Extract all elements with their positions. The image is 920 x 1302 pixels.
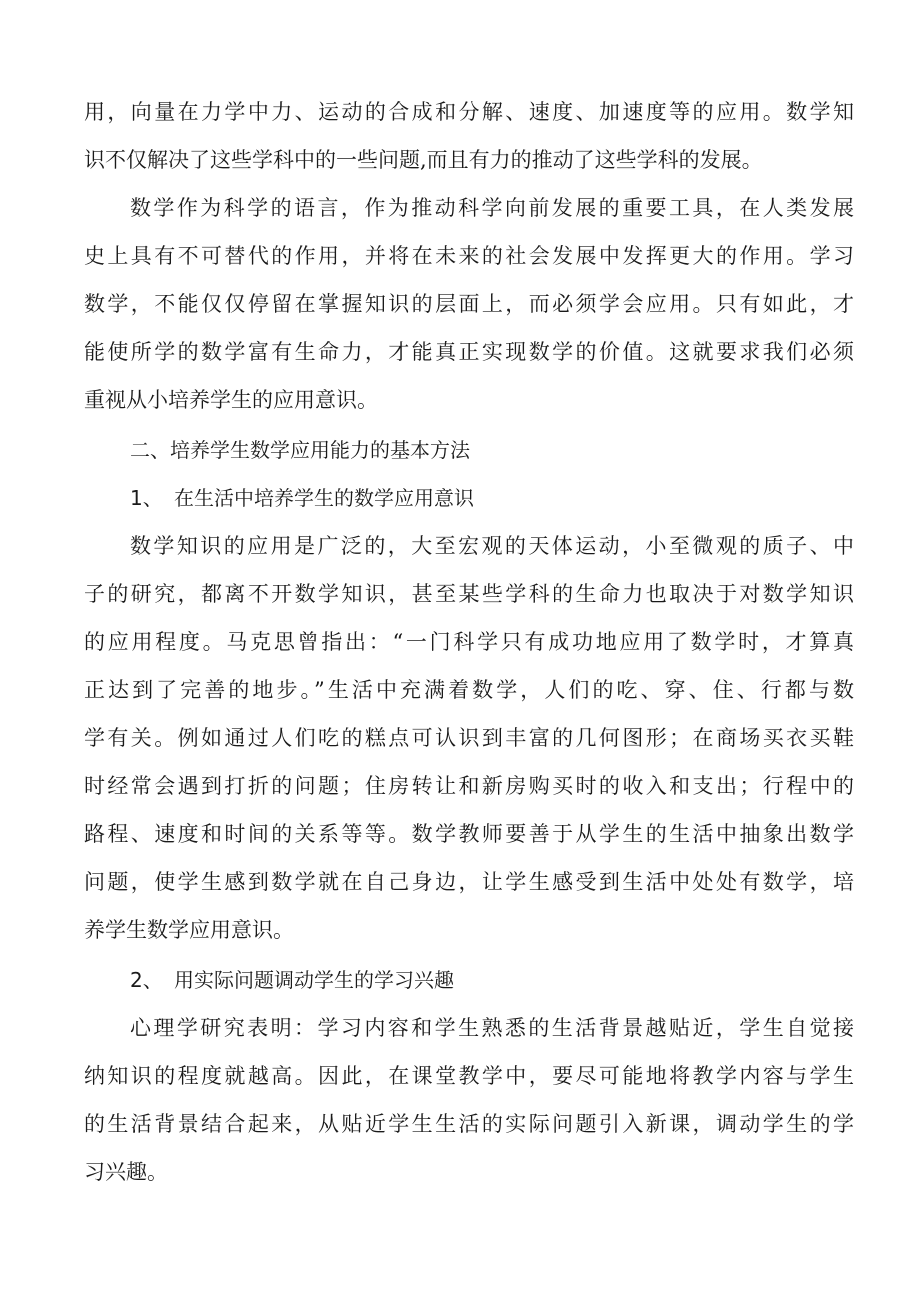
- section-heading: 二、培养学生数学应用能力的基本方法: [130, 438, 470, 462]
- subsection-heading: [130, 484, 474, 512]
- paragraph-line: 史上具有不可替代的作用，并将在未来的社会发展中发挥更大的作用。学习: [84, 244, 854, 268]
- paragraph-line: 纳知识的程度就越高。因此，在课堂教学中，要尽可能地将教学内容与学生: [84, 1064, 854, 1088]
- paragraph-line: 时经常会遇到打折的问题；住房转让和新房购买时的收入和支出；行程中的: [84, 774, 854, 798]
- paragraph-line: 的应用程度。马克思曾指出：“一门科学只有成功地应用了数学时，才算真: [84, 630, 854, 654]
- subsection-number: 1、: [130, 486, 163, 510]
- paragraph-line: 识不仅解决了这些学科中的一些问题,而且有力的推动了这些学科的发展。: [84, 148, 763, 172]
- paragraph-line: 心理学研究表明：学习内容和学生熟悉的生活背景越贴近，学生自觉接: [130, 1016, 854, 1040]
- paragraph-line: 的生活背景结合起来，从贴近学生生活的实际问题引入新课，调动学生的学: [84, 1112, 854, 1136]
- paragraph-line: 用，向量在力学中力、运动的合成和分解、速度、加速度等的应用。数学知: [84, 100, 854, 124]
- subsection-number: 2、: [130, 968, 163, 992]
- paragraph-line: 子的研究，都离不开数学知识，甚至某些学科的生命力也取决于对数学知识: [84, 582, 854, 606]
- paragraph-line: 数学知识的应用是广泛的，大至宏观的天体运动，小至微观的质子、中: [130, 534, 854, 558]
- paragraph-line: 问题，使学生感到数学就在自己身边，让学生感受到生活中处处有数学，培: [84, 870, 854, 894]
- paragraph-line: 重视从小培养学生的应用意识。: [84, 388, 378, 412]
- paragraph-line: 能使所学的数学富有生命力，才能真正实现数学的价值。这就要求我们必须: [84, 340, 854, 364]
- subsection-heading: [130, 966, 454, 994]
- subsection-title: 在生活中培养学生的数学应用意识: [174, 486, 474, 510]
- subsection-title: 用实际问题调动学生的学习兴趣: [174, 968, 454, 992]
- paragraph-line: 养学生数学应用意识。: [84, 918, 294, 942]
- paragraph-line: 学有关。例如通过人们吃的糕点可认识到丰富的几何图形；在商场买衣买鞋: [84, 726, 854, 750]
- paragraph-line: 正达到了完善的地步。”生活中充满着数学，人们的吃、穿、住、行都与数: [84, 678, 854, 702]
- paragraph-line: 习兴趣。: [84, 1160, 168, 1184]
- paragraph-line: 数学，不能仅仅停留在掌握知识的层面上，而必须学会应用。只有如此，才: [84, 292, 854, 316]
- paragraph-line: 数学作为科学的语言，作为推动科学向前发展的重要工具，在人类发展: [130, 196, 854, 220]
- paragraph-line: 路程、速度和时间的关系等等。数学教师要善于从学生的生活中抽象出数学: [84, 822, 854, 846]
